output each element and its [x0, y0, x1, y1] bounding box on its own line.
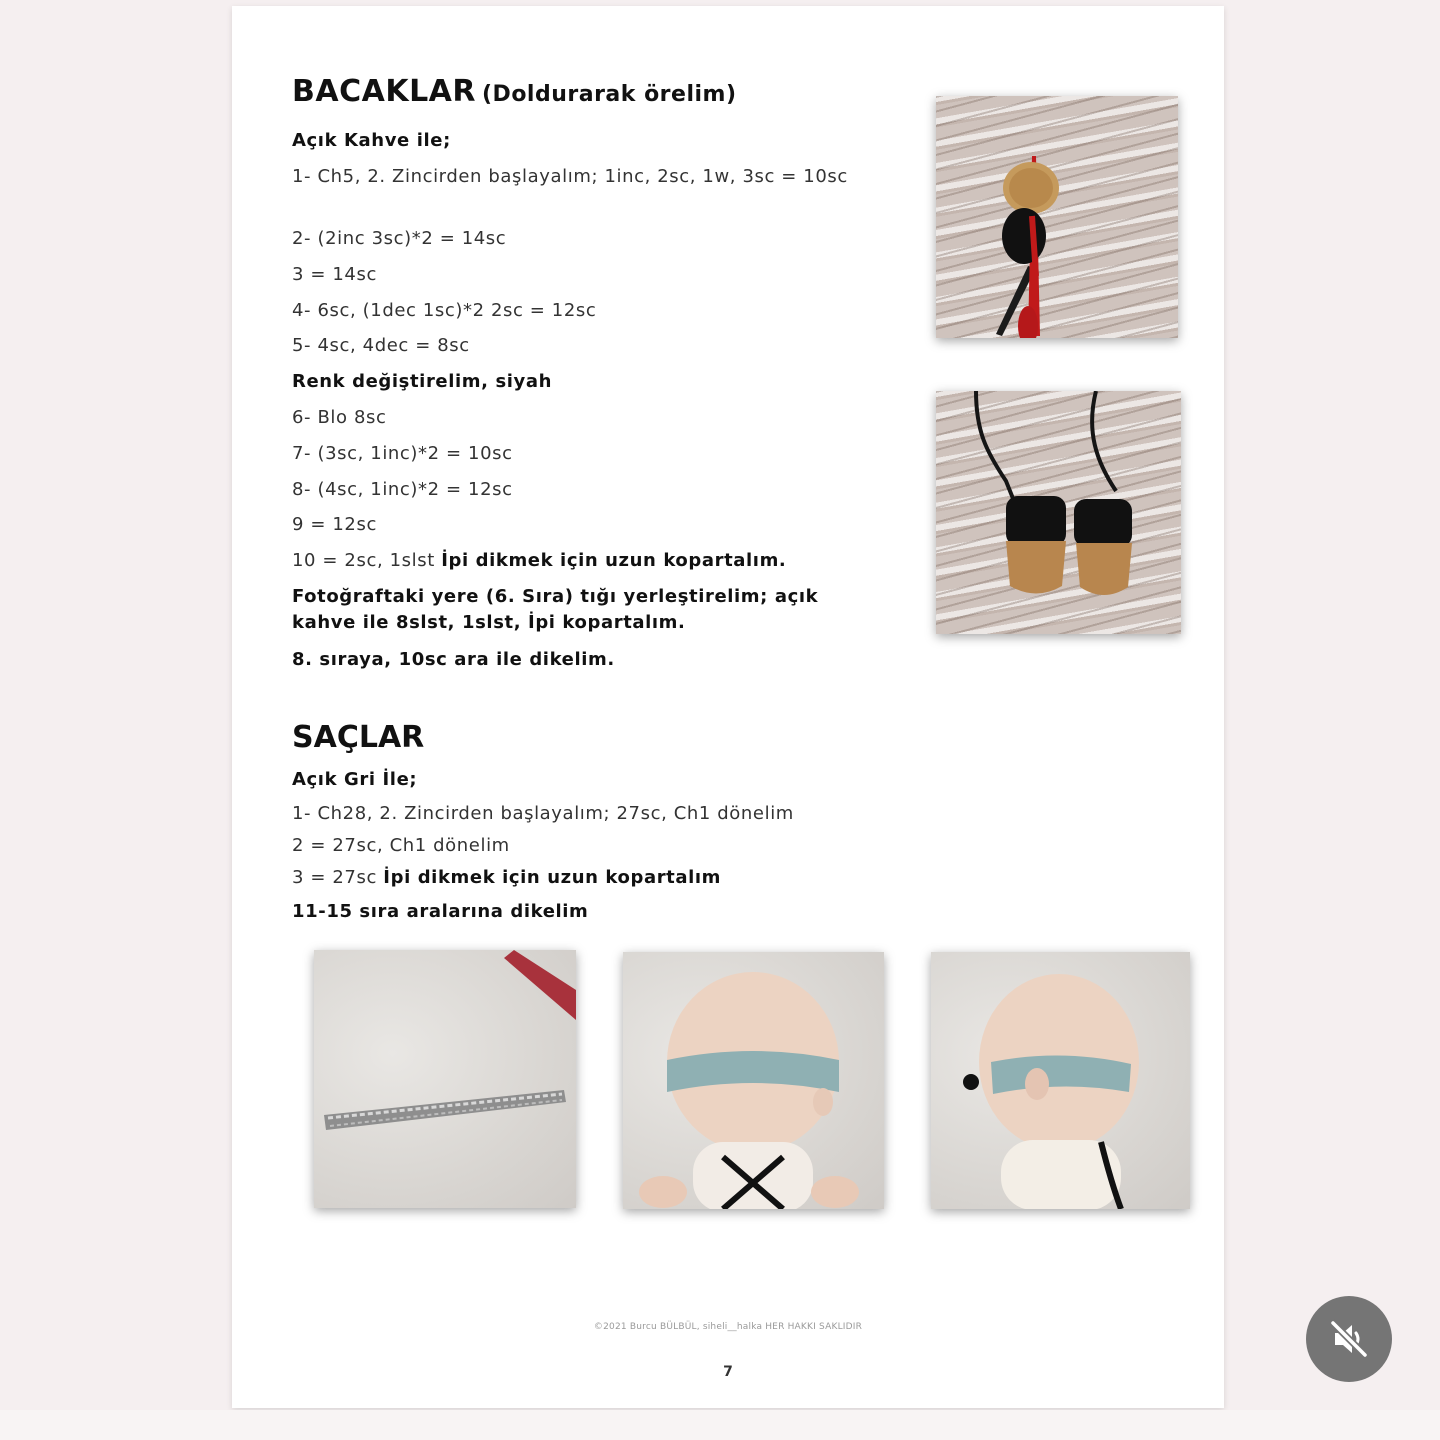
document-page	[232, 6, 1224, 1408]
legs-row-2: 2- (2inc 3sc)*2 = 14sc	[292, 228, 507, 249]
legs-color-note: Açık Kahve ile;	[292, 130, 451, 151]
hair-title: SAÇLAR	[292, 720, 425, 755]
legs-row-1: 1- Ch5, 2. Zincirden başlayalım; 1inc, 2sc, 1w, 3sc = 10sc	[292, 166, 848, 187]
hair-strip-photo	[314, 950, 576, 1208]
legs-row-4: 4- 6sc, (1dec 1sc)*2 2sc = 12sc	[292, 300, 597, 321]
hair-row-3: 3 = 27sc İpi dikmek için uzun kopartalım	[292, 867, 722, 888]
legs-pair-photo	[936, 391, 1181, 634]
legs-row-9: 9 = 12sc	[292, 514, 377, 535]
legs-row-10: 10 = 2sc, 1slst İpi dikmek için uzun kopartalım.	[292, 550, 787, 571]
legs-row-7: 7- (3sc, 1inc)*2 = 10sc	[292, 443, 513, 464]
legs-row-8: 8- (4sc, 1inc)*2 = 12sc	[292, 479, 513, 500]
leg-crochet-photo	[936, 96, 1178, 338]
hair-row-2: 2 = 27sc, Ch1 dönelim	[292, 835, 510, 856]
legs-sew-note: 8. sıraya, 10sc ara ile dikelim.	[292, 649, 615, 670]
legs-photo-note: Fotoğraftaki yere (6. Sıra) tığı yerleştirelim; açık kahve ile 8slst, 1slst, İpi kopartalım.	[292, 586, 819, 633]
mute-button[interactable]	[1306, 1296, 1392, 1382]
legs-row-6: 6- Blo 8sc	[292, 407, 387, 428]
hair-color-note: Açık Gri İle;	[292, 769, 418, 790]
legs-row-5: 5- 4sc, 4dec = 8sc	[292, 335, 470, 356]
legs-change-note: Renk değiştirelim, siyah	[292, 371, 553, 392]
hair-sew-note: 11-15 sıra aralarına dikelim	[292, 901, 589, 922]
speaker-muted-icon	[1327, 1317, 1371, 1361]
hair-row-1: 1- Ch28, 2. Zincirden başlayalım; 27sc, Ch1 dönelim	[292, 803, 794, 824]
page-number: 7	[723, 1364, 733, 1380]
doll-side-photo	[931, 952, 1190, 1209]
legs-row-3: 3 = 14sc	[292, 264, 377, 285]
bottom-strip	[0, 1410, 1440, 1440]
legs-subtitle: (Doldurarak örelim)	[482, 82, 737, 107]
legs-title: BACAKLAR (Doldurarak örelim)	[292, 74, 737, 109]
copyright-footer: ©2021 Burcu BÜLBÜL, siheli__halka HER HAKKI SAKLIDIR	[593, 1322, 863, 1332]
doll-front-photo	[623, 952, 884, 1209]
